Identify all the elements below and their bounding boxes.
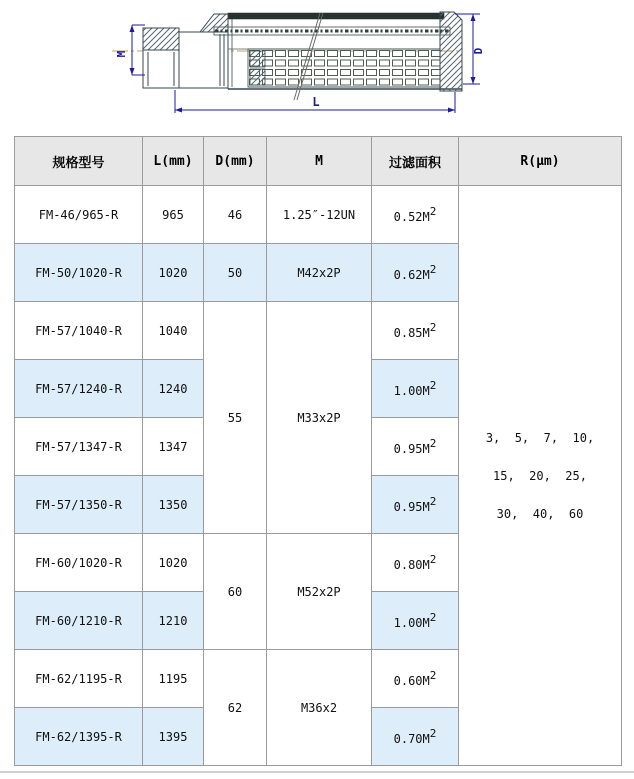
thread-fitting <box>143 14 228 88</box>
cell-area <box>372 418 459 476</box>
area-value: 0.62M <box>393 267 430 282</box>
r-line: 15, 20, 25, <box>493 468 587 483</box>
area-value: 0.60M <box>393 673 430 688</box>
cell-area <box>372 244 459 302</box>
dimension-L <box>175 90 455 113</box>
cell-area <box>372 650 459 708</box>
area-value: 0.70M <box>393 731 430 746</box>
cell-m: M33x2P <box>267 302 372 534</box>
area-sup: 2 <box>429 436 437 450</box>
area-sup: 2 <box>429 262 437 276</box>
perforated-strip <box>214 27 450 35</box>
area-sup: 2 <box>429 494 437 508</box>
header-m: M <box>267 137 372 186</box>
cell-m: M42x2P <box>267 244 372 302</box>
dim-label-d: D <box>472 47 485 55</box>
area-sup: 2 <box>429 320 437 334</box>
cell-d: 50 <box>204 244 267 302</box>
spec-table <box>14 136 622 766</box>
filter-tube-body <box>214 12 462 100</box>
r-line: 3, 5, 7, 10, <box>485 430 595 445</box>
cell-model: FM-46/965-R <box>15 186 143 244</box>
area-sup: 2 <box>429 204 437 218</box>
header-area: 过滤面积 <box>372 137 459 186</box>
cell-model: FM-57/1040-R <box>15 302 143 360</box>
cell-d: 62 <box>204 650 267 766</box>
cell-model: FM-50/1020-R <box>15 244 143 302</box>
cell-d: 46 <box>204 186 267 244</box>
cell-model: FM-57/1240-R <box>15 360 143 418</box>
cell-d: 60 <box>204 534 267 650</box>
cell-l: 1020 <box>143 534 204 592</box>
dim-label-m: M <box>115 50 128 58</box>
cell-model: FM-62/1395-R <box>15 708 143 766</box>
area-value: 0.85M <box>393 325 430 340</box>
area-value: 0.80M <box>393 557 430 572</box>
cell-area <box>372 186 459 244</box>
cell-area <box>372 534 459 592</box>
filter-element-diagram <box>98 4 532 128</box>
cell-area <box>372 360 459 418</box>
area-sup: 2 <box>429 378 437 392</box>
cell-r-values <box>459 186 622 766</box>
area-value: 0.95M <box>393 499 430 514</box>
cell-l: 1195 <box>143 650 204 708</box>
mesh-left-cap <box>250 69 265 85</box>
header-r: R(μm) <box>459 137 622 186</box>
cell-area <box>372 592 459 650</box>
filter-element-drawing <box>98 4 532 128</box>
area-value: 0.52M <box>393 209 430 224</box>
bottom-divider <box>0 771 634 773</box>
cell-m: M52x2P <box>267 534 372 650</box>
header-d: D(mm) <box>204 137 267 186</box>
tube-top-wall <box>228 13 444 19</box>
cell-m: 1.25″-12UN <box>267 186 372 244</box>
cell-l: 1350 <box>143 476 204 534</box>
cell-model: FM-62/1195-R <box>15 650 143 708</box>
r-line: 30, 40, 60 <box>496 506 584 521</box>
cell-area <box>372 476 459 534</box>
cell-model: FM-57/1347-R <box>15 418 143 476</box>
area-sup: 2 <box>429 668 437 682</box>
cell-l: 1020 <box>143 244 204 302</box>
header-l: L(mm) <box>143 137 204 186</box>
cell-l: 1395 <box>143 708 204 766</box>
cell-l: 965 <box>143 186 204 244</box>
area-value: 1.00M <box>393 383 430 398</box>
cell-model: FM-57/1350-R <box>15 476 143 534</box>
cell-area <box>372 302 459 360</box>
cell-l: 1347 <box>143 418 204 476</box>
cell-l: 1040 <box>143 302 204 360</box>
dim-label-l: L <box>312 95 320 109</box>
area-value: 1.00M <box>393 615 430 630</box>
mesh-left-cap <box>250 51 265 67</box>
cell-model: FM-60/1210-R <box>15 592 143 650</box>
area-sup: 2 <box>429 552 437 566</box>
cell-d: 55 <box>204 302 267 534</box>
filter-mesh <box>248 49 440 87</box>
area-sup: 2 <box>429 610 437 624</box>
cell-m: M36x2 <box>267 650 372 766</box>
table-row <box>15 186 622 244</box>
cell-l: 1240 <box>143 360 204 418</box>
end-cap <box>440 12 462 91</box>
dimension-M <box>115 25 145 75</box>
header-model: 规格型号 <box>15 137 143 186</box>
cell-model: FM-60/1020-R <box>15 534 143 592</box>
area-value: 0.95M <box>393 441 430 456</box>
cell-area <box>372 708 459 766</box>
area-sup: 2 <box>429 726 437 740</box>
table-header-row <box>15 137 622 186</box>
cell-l: 1210 <box>143 592 204 650</box>
